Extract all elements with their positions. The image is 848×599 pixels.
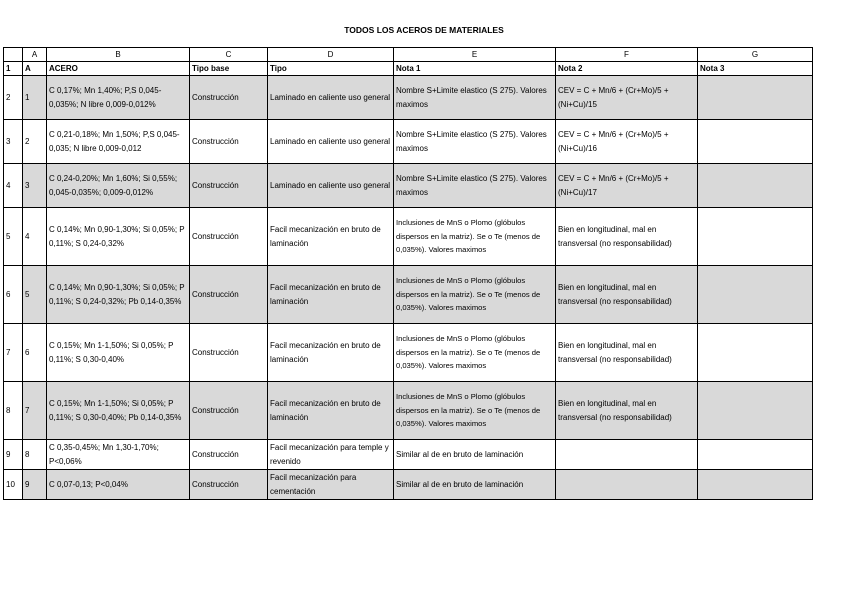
table-row [4,164,813,208]
cell-id[interactable]: 5 [23,266,47,324]
cell-nota2[interactable]: Bien en longitudinal, mal en transversal (no responsabilidad) [556,382,698,440]
cell-tipo-base[interactable]: Construcción [190,324,268,382]
column-header-a[interactable]: A [23,48,47,62]
header-cell-tipo-base[interactable]: Tipo base [190,62,268,76]
cell-tipo[interactable]: Facil mecanización para cementación [268,470,394,500]
cell-tipo-base[interactable]: Construcción [190,208,268,266]
table-row [4,120,813,164]
cell-tipo[interactable]: Facil mecanización para temple y revenido [268,440,394,470]
cell-acero[interactable]: C 0,07-0,13; P<0,04% [47,470,190,500]
table-row [4,76,813,120]
cell-id[interactable]: 9 [23,470,47,500]
cell-nota3[interactable] [698,76,813,120]
header-cell-tipo[interactable]: Tipo [268,62,394,76]
row-number[interactable]: 8 [4,382,23,440]
cell-id[interactable]: 8 [23,440,47,470]
cell-nota1[interactable]: Nombre S+Limite elastico (S 275). Valores maximos [394,76,556,120]
cell-nota2[interactable]: CEV = C + Mn/6 + (Cr+Mo)/5 + (Ni+Cu)/17 [556,164,698,208]
header-cell-a[interactable]: A [23,62,47,76]
cell-id[interactable]: 3 [23,164,47,208]
table-row [4,382,813,440]
cell-tipo-base[interactable]: Construcción [190,164,268,208]
cell-nota2[interactable] [556,470,698,500]
row-number[interactable]: 7 [4,324,23,382]
row-number[interactable]: 6 [4,266,23,324]
cell-acero[interactable]: C 0,14%; Mn 0,90-1,30%; Si 0,05%; P 0,11%; S 0,24-0,32% [47,208,190,266]
row-number[interactable]: 10 [4,470,23,500]
cell-nota2[interactable]: Bien en longitudinal, mal en transversal (no responsabilidad) [556,266,698,324]
row-number[interactable]: 3 [4,120,23,164]
column-header-d[interactable]: D [268,48,394,62]
cell-tipo[interactable]: Facil mecanización en bruto de laminación [268,382,394,440]
cell-tipo[interactable]: Facil mecanización en bruto de laminación [268,324,394,382]
cell-nota3[interactable] [698,324,813,382]
cell-nota3[interactable] [698,208,813,266]
row-number[interactable]: 5 [4,208,23,266]
cell-tipo-base[interactable]: Construcción [190,76,268,120]
cell-tipo[interactable]: Facil mecanización en bruto de laminación [268,266,394,324]
cell-nota2[interactable] [556,440,698,470]
row-number[interactable]: 1 [4,62,23,76]
cell-id[interactable]: 4 [23,208,47,266]
cell-nota2[interactable]: CEV = C + Mn/6 + (Cr+Mo)/5 + (Ni+Cu)/16 [556,120,698,164]
cell-nota3[interactable] [698,440,813,470]
header-row [4,62,813,76]
column-header-c[interactable]: C [190,48,268,62]
column-letter-row [4,48,813,62]
table-row [4,440,813,470]
spreadsheet-table [3,47,813,500]
cell-acero[interactable]: C 0,15%; Mn 1-1,50%; Si 0,05%; P 0,11%; S 0,30-0,40% [47,324,190,382]
cell-nota1[interactable]: Inclusiones de MnS o Plomo (glóbulos dispersos en la matriz). Se o Te (menos de 0,035%). Valores maximos [394,266,556,324]
header-cell-nota1[interactable]: Nota 1 [394,62,556,76]
column-header-b[interactable]: B [47,48,190,62]
cell-tipo-base[interactable]: Construcción [190,470,268,500]
column-header-f[interactable]: F [556,48,698,62]
table-row [4,324,813,382]
cell-nota3[interactable] [698,266,813,324]
cell-nota3[interactable] [698,120,813,164]
cell-tipo-base[interactable]: Construcción [190,440,268,470]
cell-nota2[interactable]: Bien en longitudinal, mal en transversal (no responsabilidad) [556,208,698,266]
cell-id[interactable]: 2 [23,120,47,164]
cell-tipo[interactable]: Laminado en caliente uso general [268,164,394,208]
cell-tipo[interactable]: Facil mecanización en bruto de laminación [268,208,394,266]
table-row [4,470,813,500]
cell-nota3[interactable] [698,164,813,208]
cell-nota2[interactable]: CEV = C + Mn/6 + (Cr+Mo)/5 + (Ni+Cu)/15 [556,76,698,120]
table-row [4,208,813,266]
header-cell-nota2[interactable]: Nota 2 [556,62,698,76]
row-number[interactable]: 9 [4,440,23,470]
cell-tipo-base[interactable]: Construcción [190,266,268,324]
header-cell-acero[interactable]: ACERO [47,62,190,76]
cell-acero[interactable]: C 0,14%; Mn 0,90-1,30%; Si 0,05%; P 0,11%; S 0,24-0,32%; Pb 0,14-0,35% [47,266,190,324]
cell-nota3[interactable] [698,382,813,440]
cell-acero[interactable]: C 0,24-0,20%; Mn 1,60%; Si 0,55%; 0,045-0,035%; 0,009-0,012% [47,164,190,208]
row-number[interactable]: 4 [4,164,23,208]
cell-acero[interactable]: C 0,17%; Mn 1,40%; P,S 0,045-0,035%; N libre 0,009-0,012% [47,76,190,120]
cell-tipo-base[interactable]: Construcción [190,382,268,440]
cell-acero[interactable]: C 0,21-0,18%; Mn 1,50%; P,S 0,045-0,035; N libre 0,009-0,012 [47,120,190,164]
column-header-g[interactable]: G [698,48,813,62]
cell-acero[interactable]: C 0,35-0,45%; Mn 1,30-1,70%; P<0,06% [47,440,190,470]
page-title: TODOS LOS ACEROS DE MATERIALES [344,25,504,35]
cell-nota2[interactable]: Bien en longitudinal, mal en transversal (no responsabilidad) [556,324,698,382]
cell-id[interactable]: 6 [23,324,47,382]
cell-nota1[interactable]: Nombre S+Limite elastico (S 275). Valores maximos [394,164,556,208]
cell-id[interactable]: 7 [23,382,47,440]
cell-nota1[interactable]: Nombre S+Limite elastico (S 275). Valores maximos [394,120,556,164]
table-row [4,266,813,324]
row-number[interactable]: 2 [4,76,23,120]
select-all-corner[interactable] [4,48,23,62]
cell-id[interactable]: 1 [23,76,47,120]
cell-nota1[interactable]: Similar al de en bruto de laminación [394,440,556,470]
cell-nota1[interactable]: Inclusiones de MnS o Plomo (glóbulos dispersos en la matriz). Se o Te (menos de 0,035%). Valores maximos [394,208,556,266]
column-header-e[interactable]: E [394,48,556,62]
cell-tipo-base[interactable]: Construcción [190,120,268,164]
cell-nota3[interactable] [698,470,813,500]
cell-nota1[interactable]: Inclusiones de MnS o Plomo (glóbulos dispersos en la matriz). Se o Te (menos de 0,035%). Valores maximos [394,382,556,440]
header-cell-nota3[interactable]: Nota 3 [698,62,813,76]
cell-nota1[interactable]: Similar al de en bruto de laminación [394,470,556,500]
cell-acero[interactable]: C 0,15%; Mn 1-1,50%; Si 0,05%; P 0,11%; S 0,30-0,40%; Pb 0,14-0,35% [47,382,190,440]
cell-tipo[interactable]: Laminado en caliente uso general [268,120,394,164]
cell-nota1[interactable]: Inclusiones de MnS o Plomo (glóbulos dispersos en la matriz). Se o Te (menos de 0,035%). Valores maximos [394,324,556,382]
cell-tipo[interactable]: Laminado en caliente uso general [268,76,394,120]
